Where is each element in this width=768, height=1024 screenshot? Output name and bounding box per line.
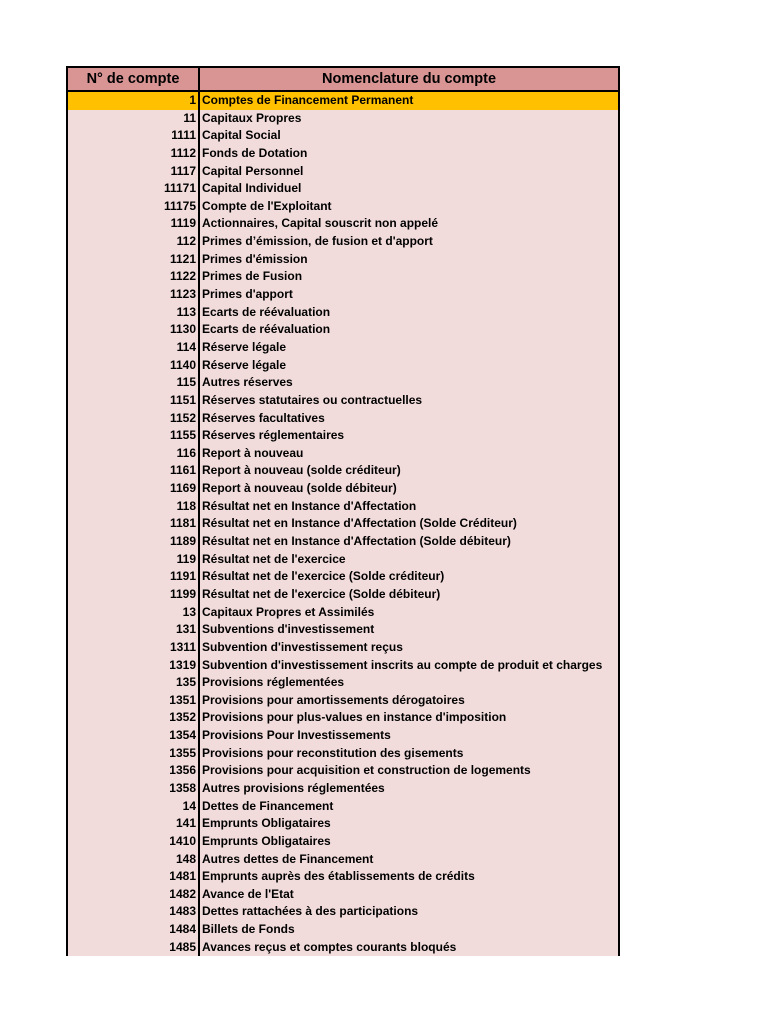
account-number-cell[interactable]: 1140: [68, 357, 200, 375]
account-number-cell[interactable]: 115: [68, 374, 200, 392]
table-row[interactable]: [68, 233, 618, 251]
table-row[interactable]: [68, 886, 618, 904]
account-name-cell[interactable]: Capital Individuel: [202, 181, 302, 196]
account-name-cell[interactable]: Emprunts auprès des établissements de crédits: [202, 869, 475, 884]
account-number-cell[interactable]: 1352: [68, 709, 200, 727]
table-row[interactable]: [68, 586, 618, 604]
table-row[interactable]: [68, 127, 618, 145]
account-name-cell[interactable]: Dettes rattachées à des participations: [202, 904, 419, 919]
account-number-cell[interactable]: 1117: [68, 163, 200, 181]
table-row[interactable]: [68, 110, 618, 128]
account-name-cell[interactable]: Autres provisions réglementées: [202, 780, 385, 795]
table-row[interactable]: [68, 339, 618, 357]
header-account-number[interactable]: N° de compte: [68, 68, 200, 90]
account-name-cell[interactable]: Actionnaires, Capital souscrit non appelé: [202, 216, 439, 231]
header-account-name[interactable]: Nomenclature du compte: [321, 71, 497, 87]
table-row[interactable]: [68, 868, 618, 886]
table-row[interactable]: [68, 780, 618, 798]
table-row[interactable]: [68, 286, 618, 304]
account-name-cell[interactable]: Résultat net de l'exercice (Solde débiteur): [202, 586, 441, 601]
account-number-cell[interactable]: 1481: [68, 868, 200, 886]
account-number-cell[interactable]: 1151: [68, 392, 200, 410]
account-number-cell[interactable]: 141: [68, 815, 200, 833]
table-row[interactable]: [68, 392, 618, 410]
table-row[interactable]: [68, 198, 618, 216]
account-name-cell[interactable]: Provisions réglementées: [202, 675, 345, 690]
account-number-cell[interactable]: 1169: [68, 480, 200, 498]
account-name-cell[interactable]: Autres dettes de Financement: [202, 851, 374, 866]
table-row[interactable]: [68, 445, 618, 463]
table-row[interactable]: [68, 92, 618, 110]
account-name-cell[interactable]: Subvention d'investissement inscrits au compte de produit et charges: [202, 657, 603, 672]
table-row[interactable]: [68, 304, 618, 322]
account-name-cell[interactable]: Provisions Pour Investissements: [202, 728, 391, 743]
table-row[interactable]: [68, 621, 618, 639]
account-number-cell[interactable]: 1119: [68, 215, 200, 233]
account-number-cell[interactable]: 11175: [68, 198, 200, 216]
account-name-cell[interactable]: Réserves statutaires ou contractuelles: [202, 392, 423, 407]
table-row[interactable]: [68, 480, 618, 498]
account-name-cell[interactable]: Report à nouveau (solde débiteur): [202, 481, 397, 496]
account-number-cell[interactable]: 1484: [68, 921, 200, 939]
account-number-cell[interactable]: 1152: [68, 410, 200, 428]
account-name-cell[interactable]: Emprunts Obligataires: [202, 833, 331, 848]
account-name-cell[interactable]: Primes d’émission, de fusion et d'apport: [202, 234, 433, 249]
account-name-cell[interactable]: Report à nouveau: [202, 445, 304, 460]
account-name-cell[interactable]: Emprunts Obligataires: [202, 816, 331, 831]
account-name-cell[interactable]: Fonds de Dotation: [202, 145, 308, 160]
table-row[interactable]: [68, 568, 618, 586]
account-number-cell[interactable]: 1189: [68, 533, 200, 551]
account-number-cell[interactable]: 11: [68, 110, 200, 128]
table-row[interactable]: [68, 145, 618, 163]
account-name-cell[interactable]: Report à nouveau (solde créditeur): [202, 463, 401, 478]
account-name-cell[interactable]: Capitaux Propres et Assimilés: [202, 604, 375, 619]
account-name-cell[interactable]: Primes de Fusion: [202, 269, 303, 284]
account-number-cell[interactable]: 1410: [68, 833, 200, 851]
table-row[interactable]: [68, 921, 618, 939]
account-number-cell[interactable]: 1485: [68, 939, 200, 957]
account-number-cell[interactable]: 113: [68, 304, 200, 322]
account-name-cell[interactable]: Résultat net de l'exercice: [202, 551, 346, 566]
table-row[interactable]: [68, 798, 618, 816]
table-row[interactable]: [68, 762, 618, 780]
account-number-cell[interactable]: 1130: [68, 321, 200, 339]
account-name-cell[interactable]: Capital Personnel: [202, 163, 304, 178]
table-row[interactable]: [68, 604, 618, 622]
account-name-cell[interactable]: Dettes de Financement: [202, 798, 334, 813]
account-name-cell[interactable]: Autres réserves: [202, 375, 293, 390]
account-number-cell[interactable]: 11171: [68, 180, 200, 198]
account-number-cell[interactable]: 1181: [68, 515, 200, 533]
table-row[interactable]: [68, 692, 618, 710]
table-row[interactable]: [68, 515, 618, 533]
account-number-cell[interactable]: 135: [68, 674, 200, 692]
account-number-cell[interactable]: 1122: [68, 268, 200, 286]
account-number-cell[interactable]: 1121: [68, 251, 200, 269]
account-number-cell[interactable]: 14: [68, 798, 200, 816]
account-name-cell[interactable]: Capital Social: [202, 128, 281, 143]
table-row[interactable]: [68, 551, 618, 569]
table-row[interactable]: [68, 215, 618, 233]
account-number-cell[interactable]: 1355: [68, 745, 200, 763]
account-name-cell[interactable]: Primes d'apport: [202, 287, 293, 302]
account-name-cell[interactable]: Ecarts de réévaluation: [202, 322, 331, 337]
account-number-cell[interactable]: 1319: [68, 657, 200, 675]
table-row[interactable]: [68, 374, 618, 392]
account-name-cell[interactable]: Réserve légale: [202, 339, 287, 354]
account-name-cell[interactable]: Réserves facultatives: [202, 410, 325, 425]
account-name-cell[interactable]: Billets de Fonds: [202, 922, 295, 937]
account-number-cell[interactable]: 1112: [68, 145, 200, 163]
table-row[interactable]: [68, 851, 618, 869]
table-row[interactable]: [68, 939, 618, 957]
account-number-cell[interactable]: 131: [68, 621, 200, 639]
table-row[interactable]: [68, 180, 618, 198]
account-name-cell[interactable]: Provisions pour reconstitution des gisements: [202, 745, 464, 760]
account-name-cell[interactable]: Provisions pour amortissements dérogatoires: [202, 692, 465, 707]
account-name-cell[interactable]: Réserves réglementaires: [202, 428, 345, 443]
account-table: [66, 66, 620, 956]
account-name-cell[interactable]: Comptes de Financement Permanent: [202, 93, 414, 107]
account-number-cell[interactable]: 1: [68, 92, 200, 110]
table-row[interactable]: [68, 639, 618, 657]
account-number-cell[interactable]: 112: [68, 233, 200, 251]
table-row[interactable]: [68, 357, 618, 375]
account-name-cell[interactable]: Primes d'émission: [202, 251, 308, 266]
table-row[interactable]: [68, 727, 618, 745]
account-name-cell[interactable]: Subvention d'investissement reçus: [202, 639, 403, 654]
table-body: [68, 92, 618, 956]
table-row[interactable]: [68, 321, 618, 339]
account-name-cell[interactable]: Ecarts de réévaluation: [202, 304, 331, 319]
account-name-cell[interactable]: Résultat net de l'exercice (Solde créditeur): [202, 569, 445, 584]
account-number-cell[interactable]: 13: [68, 604, 200, 622]
table-row[interactable]: [68, 674, 618, 692]
account-number-cell[interactable]: 1351: [68, 692, 200, 710]
account-number-cell[interactable]: 1358: [68, 780, 200, 798]
table-row[interactable]: [68, 462, 618, 480]
table-row[interactable]: [68, 498, 618, 516]
account-number-cell[interactable]: 1311: [68, 639, 200, 657]
account-name-cell[interactable]: Subventions d'investissement: [202, 622, 375, 637]
account-number-cell[interactable]: 1354: [68, 727, 200, 745]
table-row[interactable]: [68, 657, 618, 675]
account-number-cell[interactable]: 1155: [68, 427, 200, 445]
account-number-cell[interactable]: 1482: [68, 886, 200, 904]
table-row[interactable]: [68, 833, 618, 851]
account-name-cell[interactable]: Avances reçus et comptes courants bloqués: [202, 939, 457, 954]
account-name-cell[interactable]: Capitaux Propres: [202, 110, 302, 125]
account-number-cell[interactable]: 118: [68, 498, 200, 516]
table-row[interactable]: [68, 268, 618, 286]
account-number-cell[interactable]: 148: [68, 851, 200, 869]
account-number-cell[interactable]: 114: [68, 339, 200, 357]
table-row[interactable]: [68, 427, 618, 445]
account-name-cell[interactable]: Avance de l'Etat: [202, 886, 294, 901]
account-name-cell[interactable]: Provisions pour acquisition et construction de logements: [202, 763, 531, 778]
account-number-cell[interactable]: 1199: [68, 586, 200, 604]
table-row[interactable]: [68, 251, 618, 269]
table-row[interactable]: [68, 163, 618, 181]
account-name-cell[interactable]: Réserve légale: [202, 357, 287, 372]
account-name-cell[interactable]: Résultat net en Instance d'Affectation: [202, 498, 417, 513]
account-number-cell[interactable]: 1483: [68, 903, 200, 921]
table-row[interactable]: [68, 745, 618, 763]
account-number-cell[interactable]: 1161: [68, 462, 200, 480]
table-row[interactable]: [68, 903, 618, 921]
account-number-cell[interactable]: 1123: [68, 286, 200, 304]
account-number-cell[interactable]: 1111: [68, 127, 200, 145]
account-name-cell[interactable]: Résultat net en Instance d'Affectation (Solde débiteur): [202, 534, 511, 549]
account-number-cell[interactable]: 1191: [68, 568, 200, 586]
account-name-cell[interactable]: Provisions pour plus-values en instance d'imposition: [202, 710, 507, 725]
account-name-cell[interactable]: Résultat net en Instance d'Affectation (Solde Créditeur): [202, 516, 517, 531]
account-name-cell[interactable]: Compte de l'Exploitant: [202, 198, 332, 213]
table-header: [68, 68, 618, 92]
table-row[interactable]: [68, 815, 618, 833]
table-row[interactable]: [68, 533, 618, 551]
account-number-cell[interactable]: 116: [68, 445, 200, 463]
account-number-cell[interactable]: 119: [68, 551, 200, 569]
account-number-cell[interactable]: 1356: [68, 762, 200, 780]
table-row[interactable]: [68, 410, 618, 428]
table-row[interactable]: [68, 709, 618, 727]
